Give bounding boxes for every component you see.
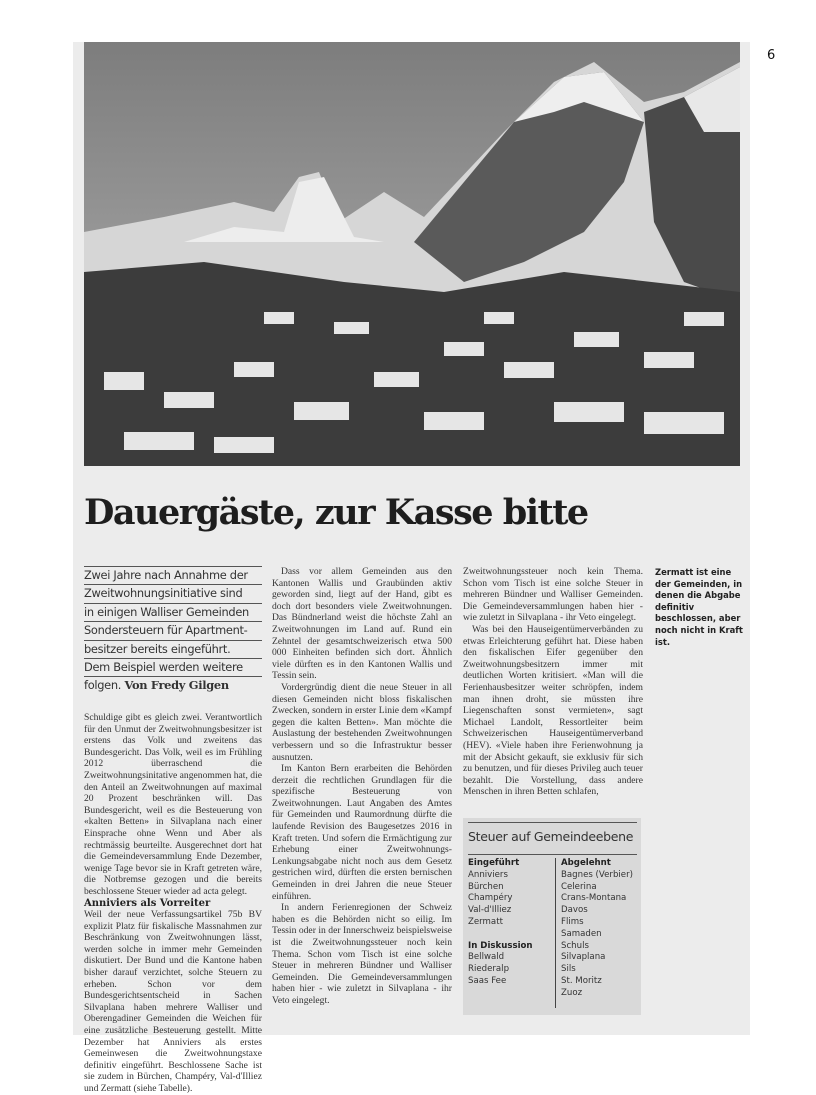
paragraph: Vordergründig dient die neue Steuer in all diesen Gemeinden nicht bloss fiskalischen Zwecken, sondern in erster Linie dem «Kampf gegen die kalten Betten». Man möchte die Auslastung der bestehenden Zweitwohnungen verbessern und so die Infrastruktur besser ausnutzen. (272, 681, 452, 763)
table-cell: Zermatt (468, 916, 503, 927)
byline: Von Fredy Gilgen (124, 678, 229, 693)
subheading: Anniviers als Vorreiter (84, 897, 211, 909)
column-1 (84, 712, 262, 1094)
paragraph: Schuldige gibt es gleich zwei. Verantwortlich für den Unmut der Zweitwohnungsbesitzer ist erstens das Volk und zweitens das Bundesgericht. Das Volk, weil es im Frühling 2012 überraschend die Zweitwohnungsinitative angenommen hat, die den Anteil an Zweitwohnungen auf maximal 20 Prozent beschränken will. Das Bundesgericht, weil es die Besteuerung von «kalten Betten» in Silvaplana nach einer Einsprache ohne Wenn und Aber als rechtmässig beurteilte. Ausgerechnet dort hat die Gemeindeversammlung Ende Dezember, wenige Tage bevor sie in Kraft getreten wäre, die Notbremse gezogen und die bereits beschlossene Steuer wieder ad acta gelegt. (84, 712, 262, 897)
table-cell: Sils (561, 964, 576, 975)
deck-line-last (84, 676, 262, 694)
paragraph: In andern Ferienregionen der Schweiz haben es die Behörden nicht so eilig. Im Tessin oder in der Innerschweiz beispielsweise ist die Zweitwohnungssteuer noch kein Thema. Schon vom Tisch ist eine solche Steuer in mehreren Bündner und Walliser Gemeinden. Die Gemeindeversammlungen haben hier - wie zuletzt in Silvaplana - ihr Veto eingelegt. (272, 902, 452, 1006)
tax-table (463, 818, 641, 1015)
table-cell: Riederalp (468, 964, 510, 975)
table-cell: Silvaplana (561, 952, 606, 963)
table-divider (555, 858, 556, 1008)
headline: Dauergäste, zur Kasse bitte (84, 492, 588, 533)
table-cell: Crans-Montana (561, 893, 627, 904)
page-number: 6 (767, 48, 776, 63)
article-deck (84, 566, 262, 695)
zermatt-photo (84, 42, 740, 466)
table-cell: Zuoz (561, 987, 583, 998)
deck-line: folgen. (84, 678, 122, 693)
deck-line: Zweitwohnungsinitiative sind (84, 584, 262, 602)
deck-line: Zwei Jahre nach Annahme der (84, 566, 262, 584)
discussion-header: In Diskussion (468, 940, 533, 951)
deck-line: besitzer bereits eingeführt. (84, 640, 262, 658)
table-cell: Val-d'Illiez (468, 905, 512, 916)
deck-line: in einigen Walliser Gemeinden (84, 603, 262, 621)
table-cell: Flims (561, 916, 584, 927)
table-col-right (561, 858, 633, 1000)
paragraph: Weil der neue Verfassungsartikel 75b BV explizit Platz für fiskalische Massnahmen zur Beschränkung von Zweitwohnungen lässt, werden solche in immer mehr Gemeinden diskutiert. Der Bund und die Kantone haben bisher darauf verzichtet, solche Steuern zu erheben. Schon vor dem Bundesgerichtsentscheid in Sachen Silvaplana haben mehrere Walliser und Oberengadiner Gemeinden die Weichen für eine zusätzliche Besteuerung gestellt. Mitte Dezember hat Anniviers als erstes Gemeinwesen die Zweitwohnungstaxe definitiv eingeführt. Beschlossene Sache ist sie zudem in Bürchen, Champéry, Val-d'Illiez und Zermatt (siehe Tabelle). (84, 909, 262, 1094)
table-cell: Anniviers (468, 869, 508, 880)
paragraph: Was bei den Hauseigentümerverbänden zu etwas Erleichterung geführt hat. Diese haben den fiskalischen Eifer gegenüber den Zweitwohnungsbesitzern immer mit deutlichen Worten kritisiert. «Man will die Ferienhausbesitzer weiter schröpfen, indem man ihnen droht, sie müssten ihre Liegenschaften sonst vermieten», sagt Michael Landolt, Ressortleiter beim Schweizerischen Hauseigentümerverband (HEV). «Viele haben ihre Ferienwohnung ja mit der Absicht gekauft, sie exklusiv für sich zu benutzen, und für dieses Privileg auch teuer bezahlt. Die Vorstellung, dass andere Menschen in ihren Betten schlafen, (463, 623, 643, 798)
table-cell: Bellwald (468, 952, 505, 963)
column-2 (272, 566, 452, 1006)
table-cell: St. Moritz (561, 975, 602, 986)
paragraph: Zweitwohnungssteuer noch kein Thema. Schon vom Tisch ist eine solche Steuer in mehreren Bündner und Walliser Gemeinden. Die Gemeindeversammlungen haben hier - wie zuletzt in Silvaplana - ihr Veto eingelegt. (463, 566, 643, 624)
table-col-left (468, 858, 533, 988)
table-cell: Bürchen (468, 881, 504, 892)
table-title: Steuer auf Gemeindeebene (468, 822, 637, 855)
deck-line: Sondersteuern für Apartment- (84, 621, 262, 639)
table-cell: Bagnes (Verbier) (561, 869, 633, 880)
paragraph: Dass vor allem Gemeinden aus den Kantonen Wallis und Graubünden aktiv geworden sind, liegt auf der Hand, gibt es doch dort besonders viele Zweitwohnungen. Das Bündnerland weist die höchste Zahl an Zweitwohnungen im Land auf. Rund ein Zehntel der gesamtschweizerisch etwa 500 000 Einheiten befinden sich dort. Ähnlich viele dürften es in den Kantonen Wallis und Tessin sein. (272, 566, 452, 682)
table-cell: Samaden (561, 928, 602, 939)
table-cell: Schuls (561, 940, 589, 951)
introduced-header: Eingeführt (468, 858, 520, 868)
table-cell: Celerina (561, 881, 597, 892)
table-cell: Davos (561, 905, 588, 916)
rejected-header: Abgelehnt (561, 858, 611, 868)
photo-caption: Zermatt ist eine der Gemeinden, in denen die Abgabe definitiv beschlossen, aber noch nicht in Kraft ist. (655, 567, 743, 647)
column-3 (463, 566, 643, 798)
deck-line: Dem Beispiel werden weitere (84, 658, 262, 676)
paragraph: Im Kanton Bern erarbeiten die Behörden derzeit die rechtlichen Grundlagen für die spezifische Besteuerung von Zweitwohnungen. Laut Angaben des Amtes für Gemeinden und Raumordnung dürfte die laufende Revision des Baugesetzes 2016 in Kraft treten. Und sofern die Ermächtigung zur Erhebung einer Zweitwohnungs-Lenkungsabgabe nicht noch aus dem Gesetz gestrichen wird, dürften die ersten bernischen Gemeinden in drei Jahren die neue Steuer einführen. (272, 763, 452, 902)
table-cell: Saas Fee (468, 975, 507, 986)
table-cell: Champéry (468, 893, 513, 904)
